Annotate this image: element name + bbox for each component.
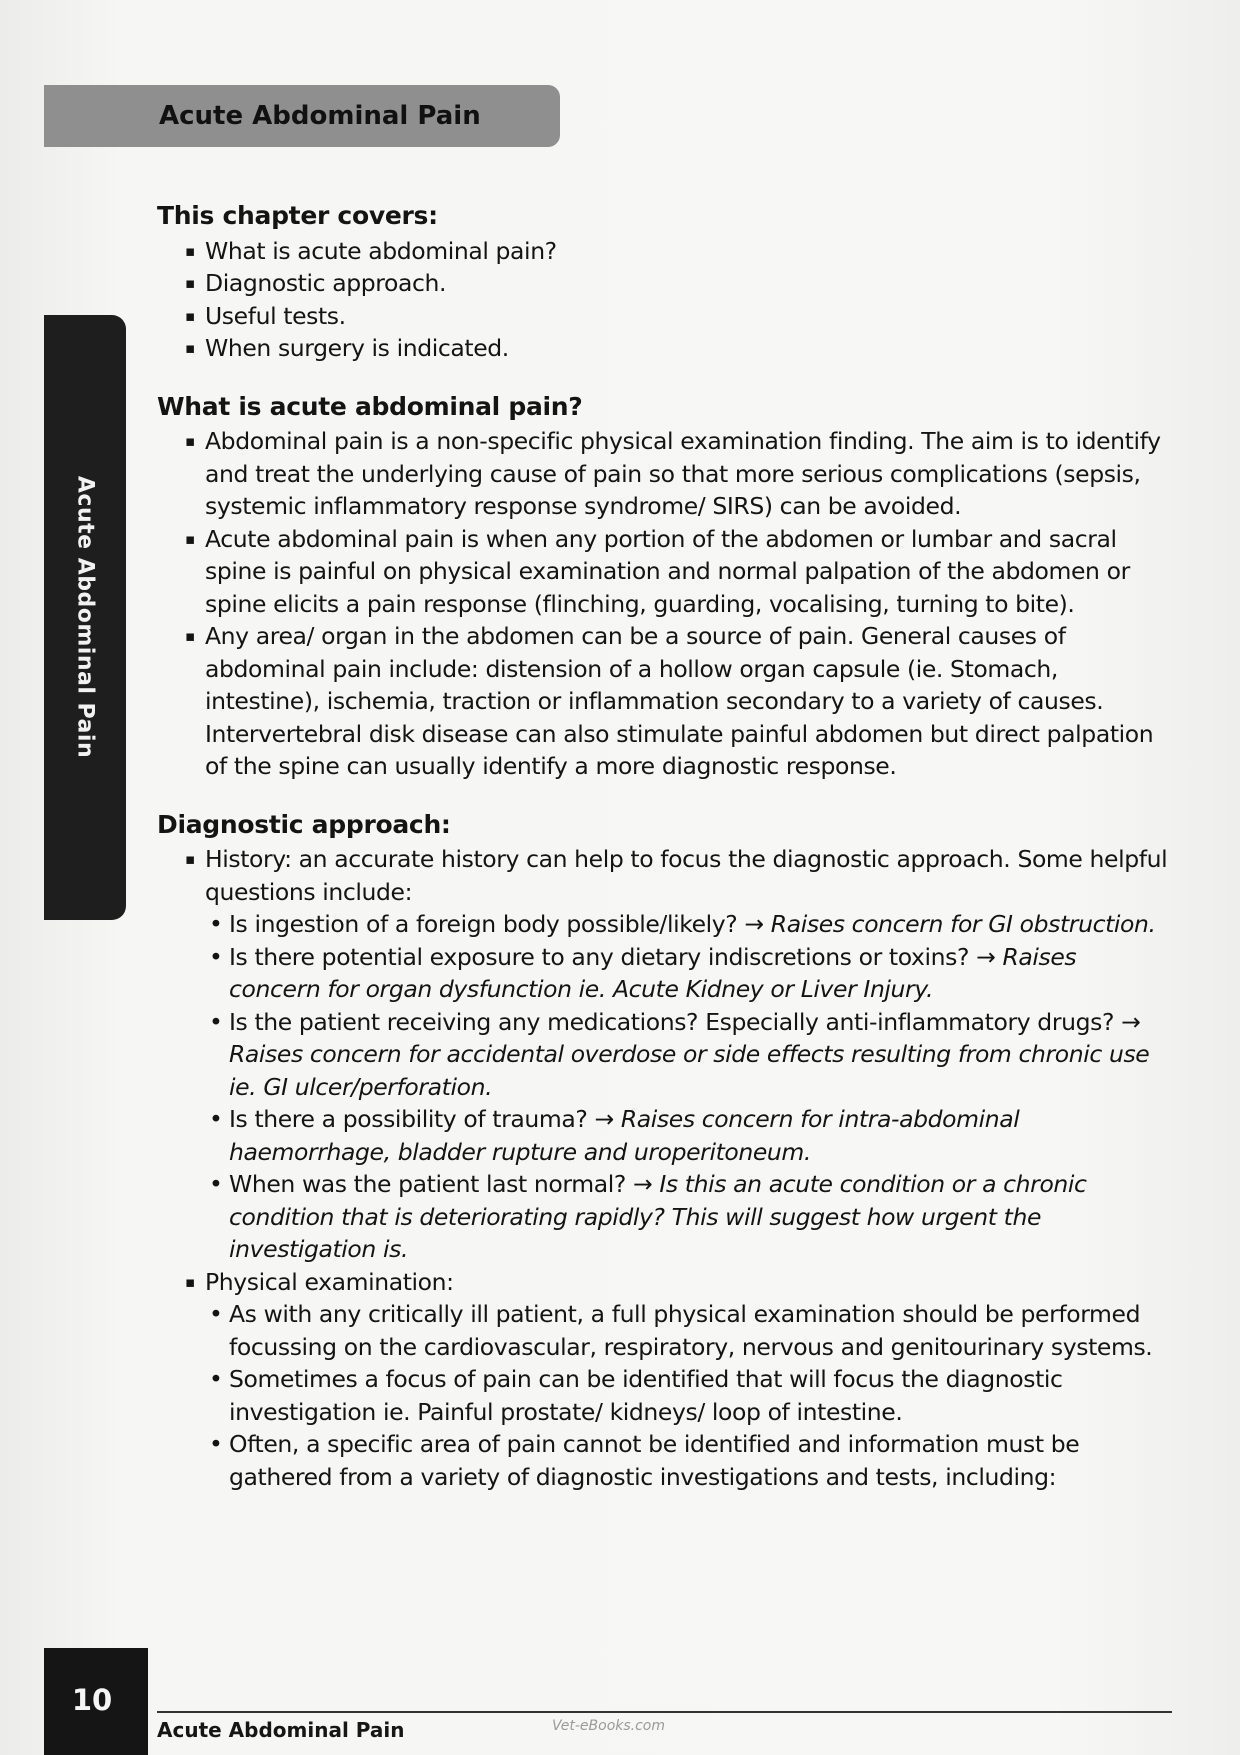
sub-list-item <box>205 941 1172 1006</box>
arrow-right-icon: → <box>737 910 771 938</box>
footer-divider <box>157 1711 1172 1713</box>
sub-list-item-text: Is the patient receiving any medications? Especially anti-inflammatory drugs? <box>229 1007 1115 1036</box>
implication-note: Raises concern for GI obstruction. <box>770 910 1156 938</box>
section-heading: This chapter covers: <box>157 201 438 230</box>
dot-bullet-icon: • <box>209 1300 223 1328</box>
sub-list-item-text: As with any critically ill patient, a full physical examination should be performed focussing on the cardiovascular, respiratory, nervous and genitourinary systems. <box>229 1300 1153 1361</box>
bullet-list <box>157 235 1172 365</box>
chapter-title: Acute Abdominal Pain <box>159 101 481 131</box>
list-item <box>157 267 1172 300</box>
sub-list-item <box>205 1363 1172 1428</box>
dot-bullet-icon: • <box>209 1105 223 1133</box>
sub-list-item <box>205 1298 1172 1363</box>
implication-note: Raises concern for organ dysfunction ie. Acute Kidney or Liver Injury. <box>229 942 1077 1003</box>
implication-note: Is this an acute condition or a chronic condition that is deteriorating rapidly? This will suggest how urgent the investigation is. <box>229 1170 1087 1263</box>
section-heading: What is acute abdominal pain? <box>157 391 583 421</box>
square-bullet-icon: ▪ <box>185 339 195 357</box>
list-item-text: What is acute abdominal pain? <box>205 236 557 265</box>
dot-bullet-icon: • <box>209 942 223 971</box>
sub-list-item-text: Is there a possibility of trauma? <box>229 1105 588 1133</box>
list-item <box>157 425 1172 523</box>
square-bullet-icon: ▪ <box>185 306 195 325</box>
watermark: Vet-eBooks.com <box>552 1718 666 1734</box>
list-item <box>157 235 1172 268</box>
page-number: 10 <box>71 1683 113 1717</box>
list-item-text: Physical examination: <box>205 1267 454 1296</box>
list-item <box>157 332 1172 365</box>
dot-bullet-icon: • <box>209 1170 223 1198</box>
list-item <box>157 300 1172 333</box>
side-tab-label: Acute Abdominal Pain <box>72 475 98 759</box>
square-bullet-icon: ▪ <box>185 529 195 548</box>
square-bullet-icon: ▪ <box>185 241 195 260</box>
page-content <box>157 200 1172 1519</box>
sub-bullet-list <box>205 908 1172 1266</box>
side-thumb-tab <box>44 315 126 920</box>
arrow-right-icon: → <box>587 1105 621 1133</box>
sub-list-item <box>205 1103 1172 1168</box>
arrow-right-icon: → <box>625 1170 660 1198</box>
dot-bullet-icon: • <box>209 910 223 938</box>
list-item <box>157 843 1172 1266</box>
square-bullet-icon: ▪ <box>185 1272 195 1291</box>
list-item-text: Acute abdominal pain is when any portion of the abdomen or lumbar and sacral spine is painful on physical examination and normal palpation of the abdomen or spine elicits a pain response (flinching, guarding, vocalising, turning to bite). <box>205 524 1130 618</box>
square-bullet-icon: ▪ <box>185 274 195 292</box>
sub-bullet-list <box>205 1298 1172 1493</box>
sub-list-item <box>205 908 1172 941</box>
implication-note: Raises concern for intra-abdominal haemorrhage, bladder rupture and uroperitoneum. <box>229 1105 1020 1166</box>
sub-list-item-text: Often, a specific area of pain cannot be identified and information must be gathered from a variety of diagnostic investigations and tests, including: <box>229 1430 1080 1491</box>
sub-list-item <box>205 1006 1172 1104</box>
section-heading: Diagnostic approach: <box>157 809 451 839</box>
dot-bullet-icon: • <box>209 1430 223 1458</box>
section <box>157 200 1172 365</box>
sub-list-item-text: Sometimes a focus of pain can be identified that will focus the diagnostic investigation ie. Painful prostate/ kidneys/ loop of intestine. <box>229 1365 1063 1426</box>
chapter-header-tab <box>44 85 560 147</box>
list-item <box>157 1266 1172 1494</box>
list-item <box>157 523 1172 621</box>
list-item-text: When surgery is indicated. <box>205 334 509 362</box>
footer-title: Acute Abdominal Pain <box>157 1718 405 1742</box>
bullet-list <box>157 843 1172 1493</box>
list-item-text: Any area/ organ in the abdomen can be a source of pain. General causes of abdominal pain include: distension of a hollow organ capsule (ie. Stomach, intestine), ischemia, traction or inflammation secondary to a variety of causes. Intervertebral disk disease can also stimulate painful abdomen but direct palpation of the spine can usually identify a more diagnostic response. <box>205 622 1154 780</box>
sub-list-item <box>205 1428 1172 1493</box>
square-bullet-icon: ▪ <box>185 850 195 868</box>
list-item <box>157 620 1172 783</box>
section <box>157 809 1172 1494</box>
list-item-text: History: an accurate history can help to focus the diagnostic approach. Some helpful questions include: <box>205 845 1168 906</box>
sub-list-item-text: When was the patient last normal? <box>229 1170 626 1198</box>
square-bullet-icon: ▪ <box>185 432 195 450</box>
sub-list-item <box>205 1168 1172 1266</box>
arrow-right-icon: → <box>1114 1007 1141 1036</box>
list-item-text: Diagnostic approach. <box>205 269 447 297</box>
implication-note: Raises concern for accidental overdose or side effects resulting from chronic use ie. GI ulcer/perforation. <box>229 1040 1150 1101</box>
sub-list-item-text: Is ingestion of a foreign body possible/likely? <box>229 910 738 938</box>
dot-bullet-icon: • <box>209 1007 223 1036</box>
dot-bullet-icon: • <box>209 1365 223 1393</box>
section <box>157 391 1172 783</box>
page-number-box <box>44 1648 148 1755</box>
list-item-text: Useful tests. <box>205 301 346 330</box>
sub-list-item-text: Is there potential exposure to any dietary indiscretions or toxins? <box>229 942 970 971</box>
bullet-list <box>157 425 1172 783</box>
arrow-right-icon: → <box>969 942 1003 971</box>
square-bullet-icon: ▪ <box>185 627 195 645</box>
list-item-text: Abdominal pain is a non-specific physical examination finding. The aim is to identify and treat the underlying cause of pain so that more serious complications (sepsis, systemic inflammatory response syndrome/ SIRS) can be avoided. <box>205 427 1161 520</box>
